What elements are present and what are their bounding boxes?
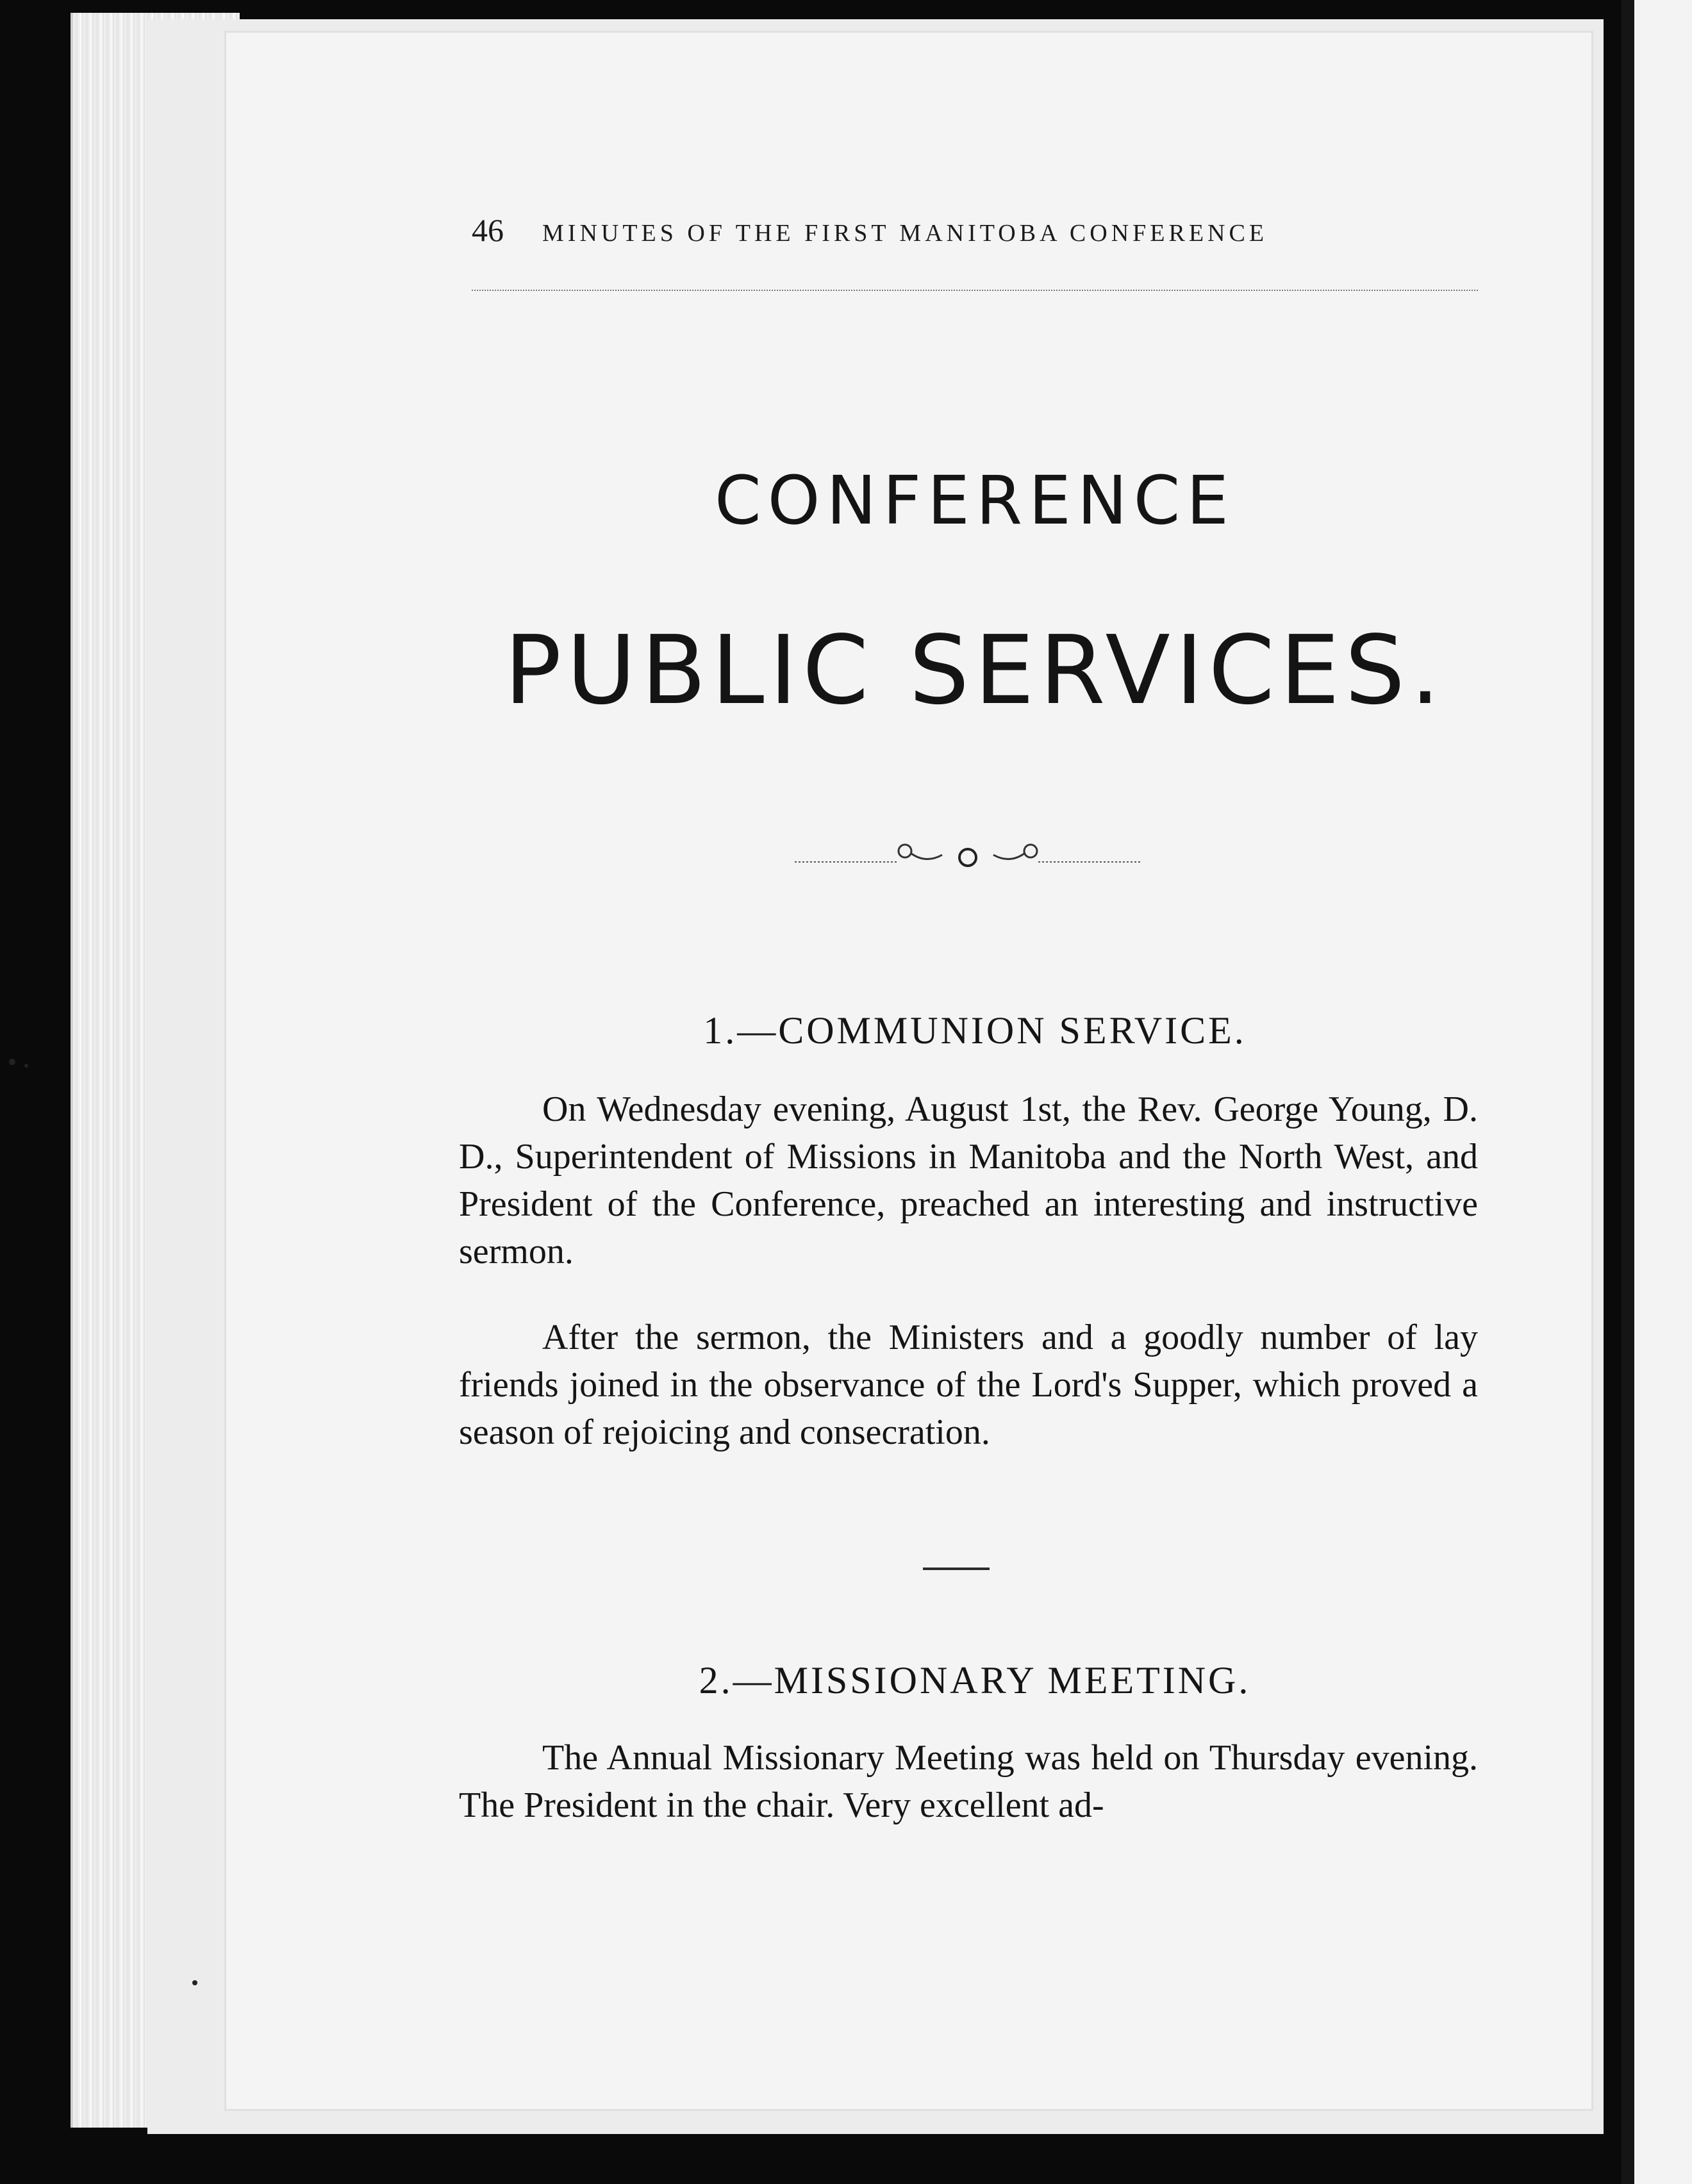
scan-speck [192, 1980, 197, 1985]
facing-page-edge [1622, 0, 1692, 2184]
page-number: 46 [472, 212, 504, 248]
paragraph-missionary-1: The Annual Missionary Meeting was held on Thursday evening. The President in the chair. Very excellent ad- [459, 1738, 1478, 1825]
paragraph-communion-2: After the sermon, the Ministers and a goodly number of lay friends joined in the observance of the Lord's Supper, which proved a season of rejoicing and consecration. [459, 1318, 1478, 1452]
section-divider [923, 1568, 990, 1570]
header-rule [472, 290, 1478, 292]
running-head: MINUTES OF THE FIRST MANITOBA CONFERENCE [542, 220, 1268, 247]
ornament-flourish [795, 833, 1141, 872]
page-header [472, 211, 1478, 263]
section-heading-missionary: 2.—MISSIONARY MEETING. [699, 1659, 1251, 1701]
scan-speck [9, 1059, 15, 1065]
paragraph-communion-1: On Wednesday evening, August 1st, the Rev. George Young, D. D., Superintendent of Missions in Manitoba and the North West, and President of the Conference, preached an interesting and instructive sermon. [459, 1089, 1478, 1271]
title-line-2: PUBLIC SERVICES. [504, 615, 1446, 725]
section-heading-communion: 1.—COMMUNION SERVICE. [703, 1009, 1247, 1052]
scan-speck [24, 1064, 28, 1068]
title-line-1: CONFERENCE [715, 461, 1235, 540]
